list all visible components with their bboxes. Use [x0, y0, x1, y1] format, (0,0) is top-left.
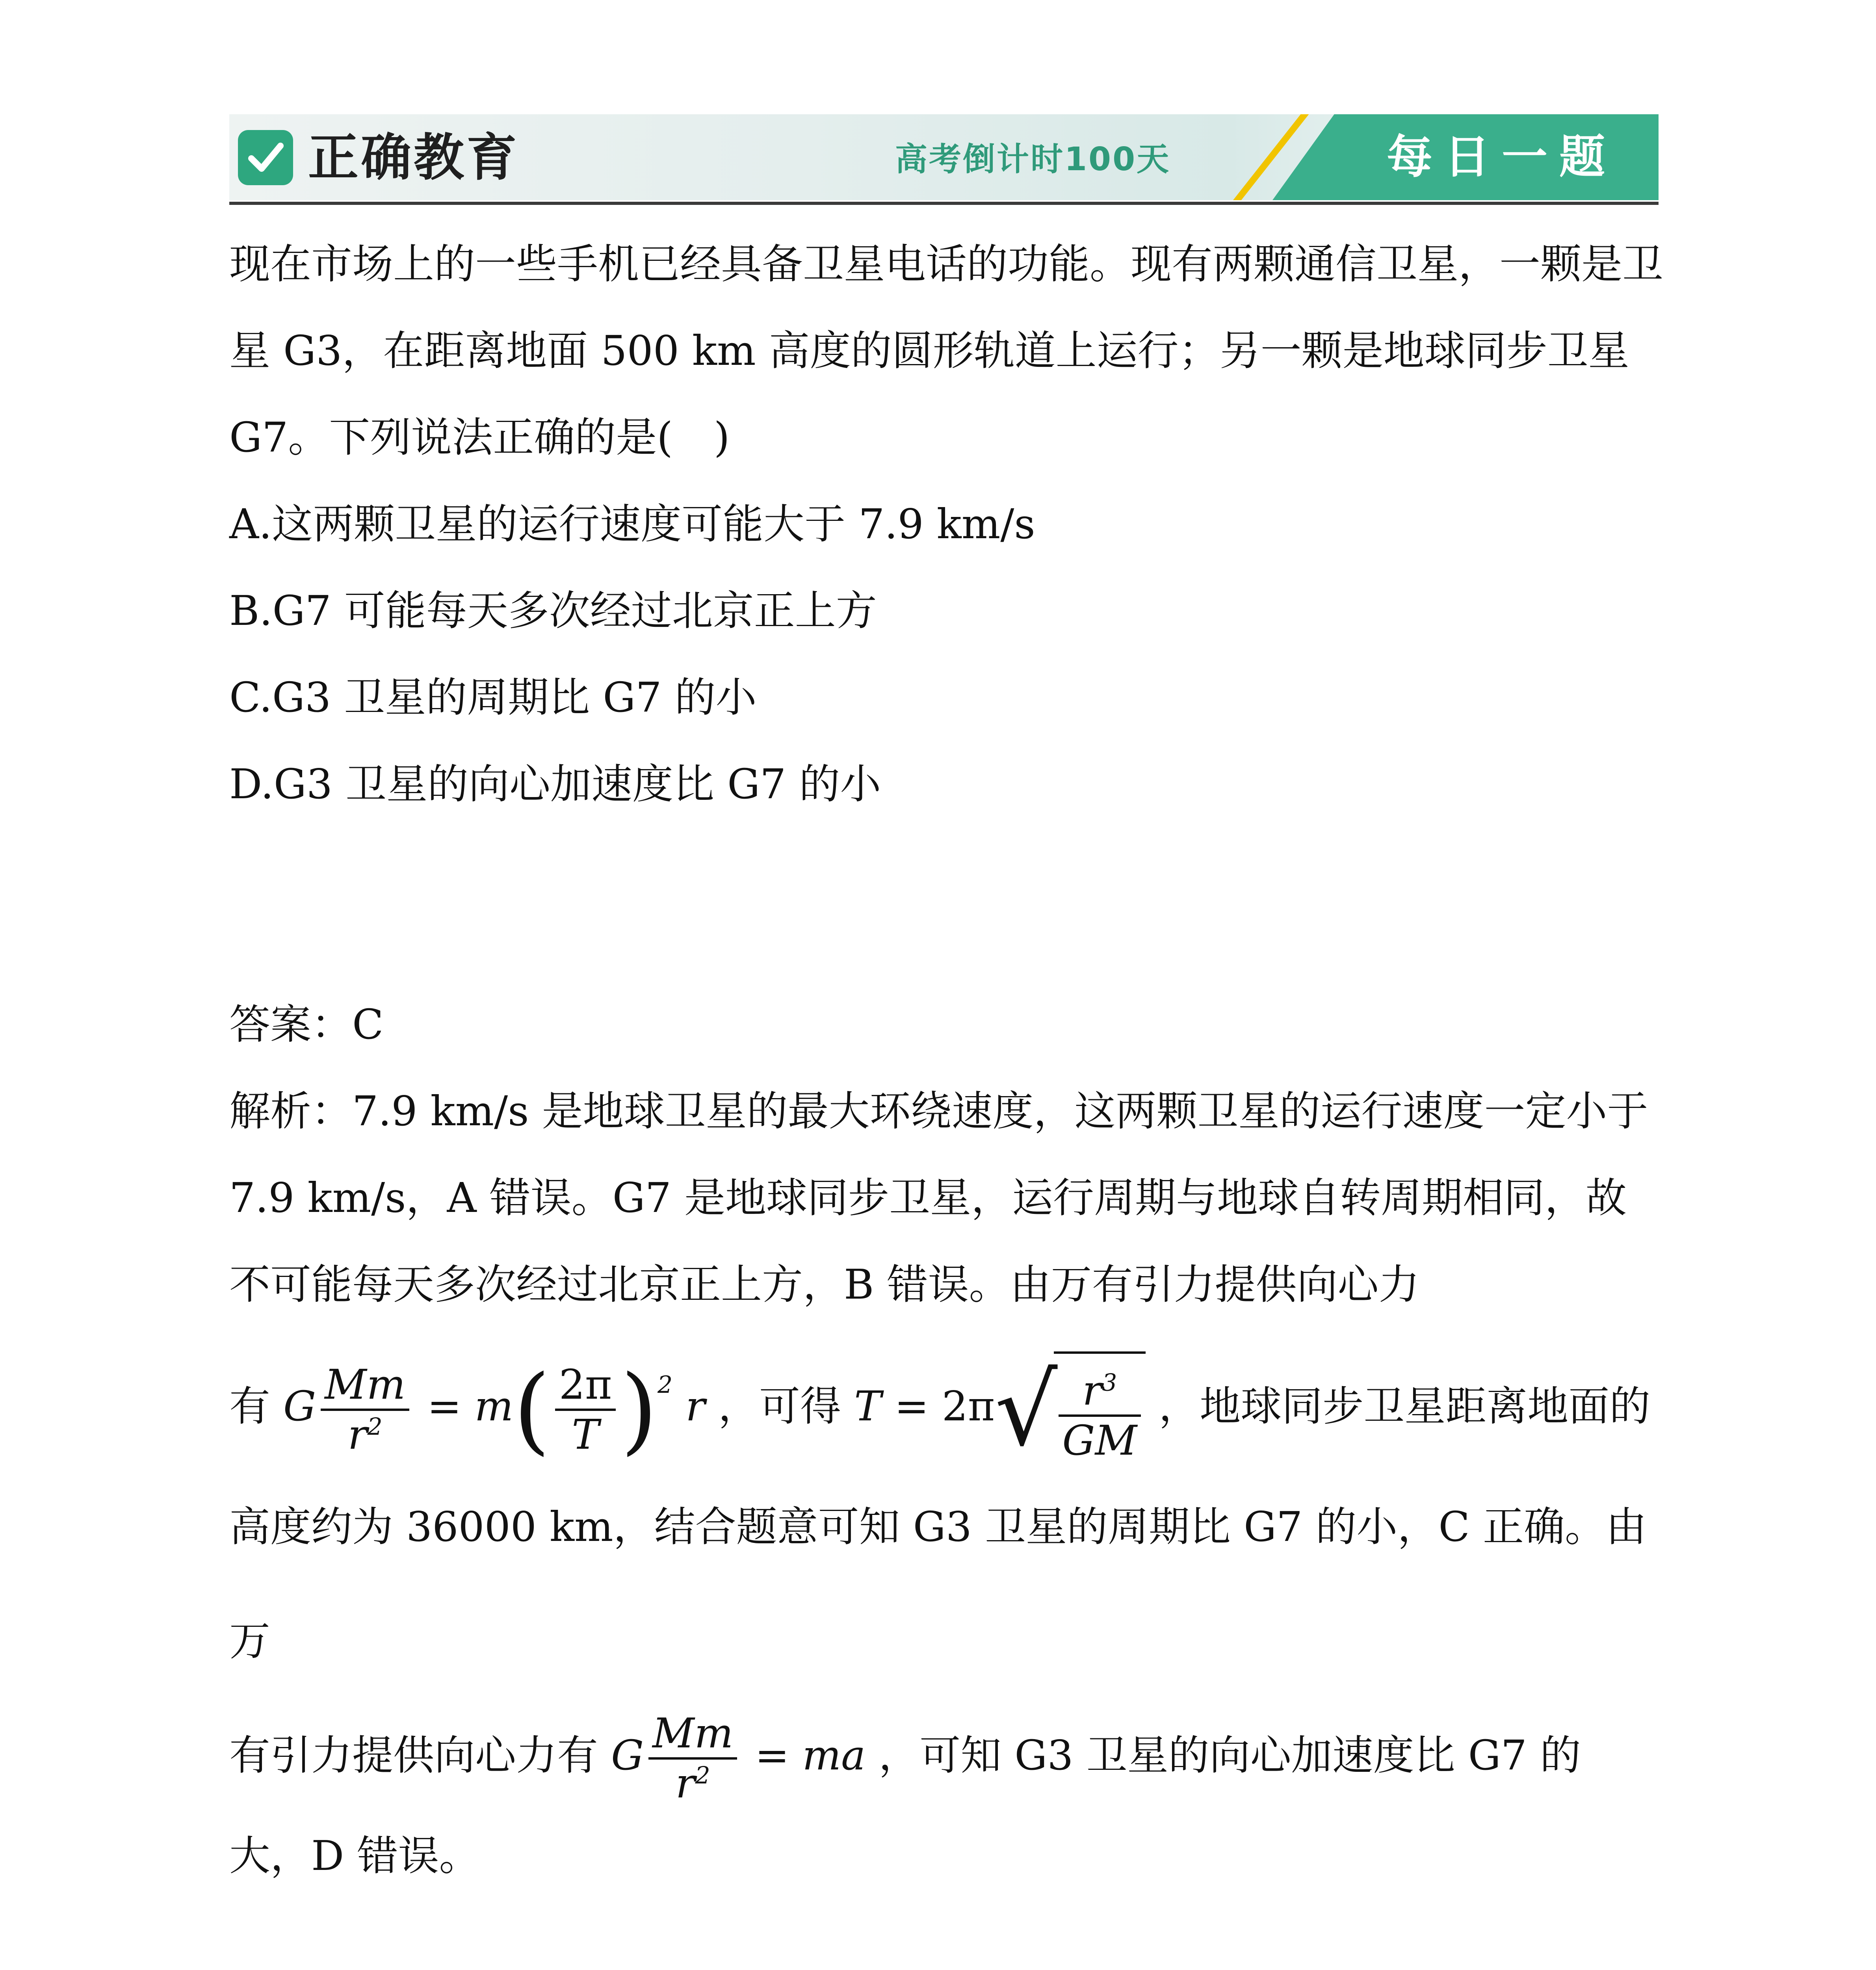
- formula-m: m: [474, 1382, 514, 1430]
- exponent-3: 3: [1102, 1369, 1117, 1397]
- fraction-Mm-r2: [648, 1709, 737, 1808]
- r-base: r: [347, 1410, 368, 1459]
- equals-2pi: = 2π: [894, 1382, 995, 1430]
- denominator-T: T: [572, 1410, 599, 1459]
- analysis-text: ，地球同步卫星距离地面的高度约为 36000 km，结合题意可知 G3 卫星的周期比 G7 的小，C 正确。由万: [229, 1382, 1651, 1665]
- denominator-r2: [648, 1759, 737, 1808]
- fraction-2pi-T: [555, 1360, 616, 1459]
- numerator-2pi: 2π: [555, 1363, 616, 1411]
- analysis-text: ，可知 G3 卫星的向心加速度比 G7 的: [879, 1731, 1581, 1779]
- option-c: C.G3 卫星的周期比 G7 的小: [229, 673, 757, 721]
- option-d: D.G3 卫星的向心加速度比 G7 的小: [229, 760, 881, 808]
- equals-sign: =: [427, 1382, 462, 1430]
- spacer: [229, 1899, 1663, 1970]
- denominator-r2: [321, 1410, 409, 1459]
- square-root: [995, 1350, 1146, 1470]
- numerator-Mm: Mm: [321, 1363, 409, 1411]
- fraction-Mm-r2: [321, 1360, 409, 1459]
- denominator-GM: GM: [1062, 1416, 1137, 1465]
- answer-label: 答案：C: [229, 1000, 384, 1048]
- formula-T: T: [854, 1382, 882, 1430]
- analysis-paragraph-3: [229, 1698, 1663, 1812]
- analysis-text: 有引力提供向心力有: [229, 1731, 598, 1779]
- fraction-r3-GM: [1059, 1366, 1141, 1465]
- exponent-2: 2: [367, 1413, 383, 1441]
- numerator-Mm: Mm: [648, 1712, 737, 1760]
- exponent-2: 2: [695, 1762, 710, 1790]
- acceleration-formula: [611, 1709, 879, 1808]
- analysis-paragraph-1: 解析：7.9 km/s 是地球卫星的最大环绕速度，这两颗卫星的运行速度一定小于 7.9 km/s，A 错误。G7 是地球同步卫星，运行周期与地球自转周期相同，故不可能每天多次经过北京正上方，B 错误。由万有引力提供向心力: [229, 1087, 1648, 1308]
- checkmark-icon: [238, 130, 293, 185]
- equals-ma: = ma: [755, 1731, 866, 1779]
- analysis-text: ，可得: [718, 1382, 841, 1430]
- option-b: B.G7 可能每天多次经过北京正上方: [229, 587, 877, 635]
- question-stem: 现在市场上的一些手机已经具备卫星电话的功能。现有两颗通信卫星，一颗是卫星 G3，在距离地面 500 km 高度的圆形轨道上运行；另一颗是地球同步卫星 G7。下列说法正确的是( ): [229, 240, 1664, 461]
- header-banner: [229, 114, 1659, 205]
- r-base: r: [675, 1759, 695, 1808]
- header-rule: [229, 202, 1659, 205]
- logo-text: 正确教育: [308, 128, 520, 187]
- formula-G: G: [611, 1731, 644, 1779]
- spacer: [229, 827, 1663, 981]
- analysis-text: 有: [229, 1382, 271, 1430]
- daily-question-label: 每日一题: [1387, 130, 1617, 184]
- countdown-text: 高考倒计时100天: [895, 141, 1171, 178]
- formula-r: r: [685, 1382, 705, 1430]
- gravity-formula: [283, 1354, 718, 1465]
- numerator-r3: [1059, 1366, 1141, 1417]
- right-paren: ): [620, 1354, 658, 1465]
- document-body: [229, 221, 1663, 1970]
- exponent-2-outer: 2: [657, 1371, 673, 1399]
- analysis-paragraph-4: 大，D 错误。: [229, 1831, 480, 1880]
- r-base: r: [1082, 1366, 1102, 1415]
- analysis-paragraph-2: [229, 1328, 1663, 1698]
- left-paren: (: [513, 1354, 550, 1465]
- option-a: A.这两颗卫星的运行速度可能大于 7.9 km/s: [229, 500, 1035, 548]
- period-formula: [854, 1353, 1159, 1468]
- formula-G: G: [283, 1382, 316, 1430]
- radical-sign: √: [995, 1353, 1058, 1468]
- radicand: [1054, 1351, 1146, 1470]
